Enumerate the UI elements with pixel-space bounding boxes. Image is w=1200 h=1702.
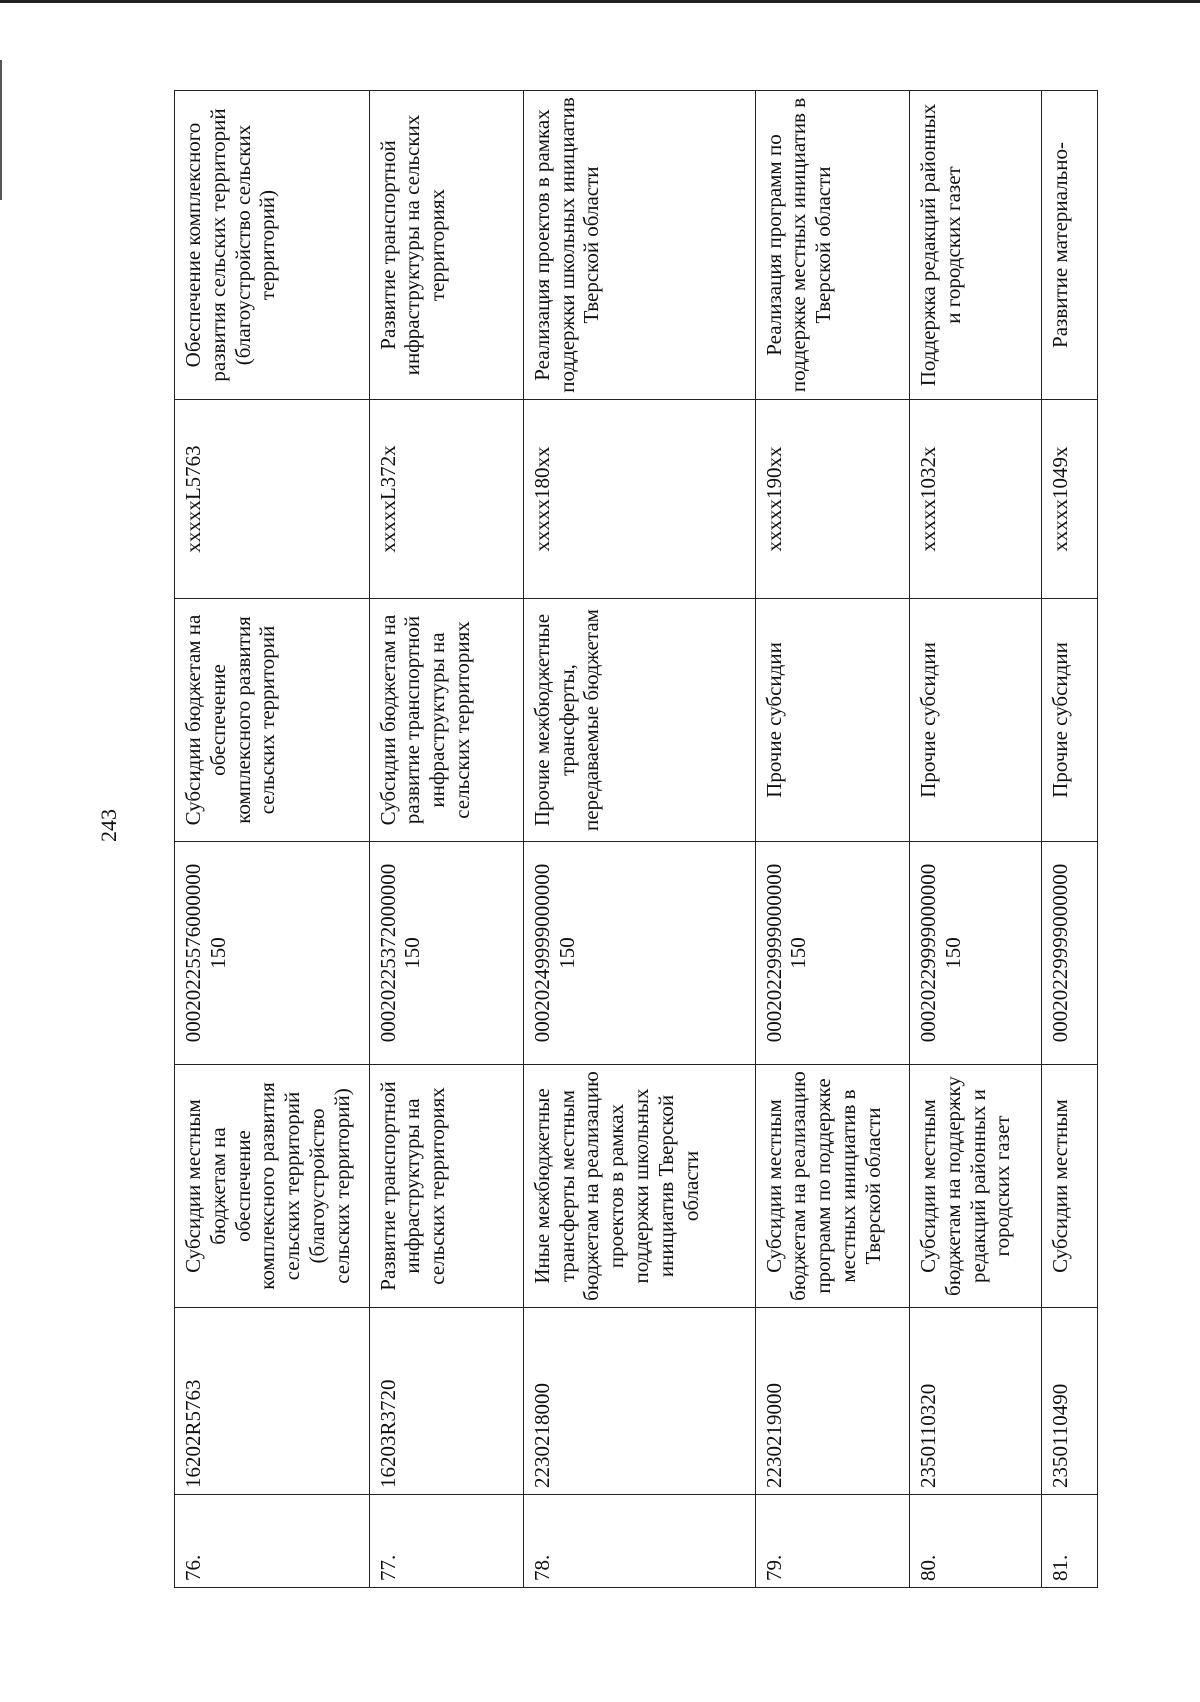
table-row: [1041, 91, 1097, 1588]
row-number-cell: 80.: [910, 1495, 1042, 1588]
code-mask-cell: xxxxxL372x: [369, 400, 523, 599]
table-row: [910, 91, 1042, 1588]
code-mask-cell: xxxxx1032x: [910, 400, 1042, 599]
page-number: 243: [96, 809, 121, 842]
budget-code-cell: 00020229999000000: [1041, 842, 1097, 1065]
code-mask-cell: xxxxx1049x: [1041, 400, 1097, 599]
purpose-cell: Развитие материально-: [1041, 91, 1097, 400]
subsidy-type-cell: Субсидии бюджетам на обеспечение комплексного развития сельских территорий: [175, 599, 370, 842]
purpose-cell: Развитие транспортной инфраструктуры на сельских территориях: [369, 91, 523, 400]
subsidies-table: [174, 90, 1098, 1588]
budget-code-cell: 00020229999000000 150: [910, 842, 1042, 1065]
budget-code-cell: 00020225372000000 150: [369, 842, 523, 1065]
table-row: [523, 91, 755, 1588]
target-code-cell: 2350110320: [910, 1308, 1042, 1495]
target-code-cell: 2230218000: [523, 1308, 755, 1495]
target-code-cell: 2350110490: [1041, 1308, 1097, 1495]
target-code-cell: 2230219000: [755, 1308, 909, 1495]
subsidy-type-cell: Субсидии бюджетам на развитие транспортной инфраструктуры на сельских территориях: [369, 599, 523, 842]
subsidy-name-cell: Субсидии местным бюджетам на поддержку редакций районных и городских газет: [910, 1065, 1042, 1308]
purpose-cell: Реализация программ по поддержке местных инициатив в Тверской области: [755, 91, 909, 400]
budget-code-cell: 00020229999000000 150: [755, 842, 909, 1065]
purpose-cell: Поддержка редакций районных и городских газет: [910, 91, 1042, 400]
subsidy-name-cell: Иные межбюджетные трансферты местным бюджетам на реализацию проектов в рамках поддержки школьных инициатив Тверской области: [523, 1065, 755, 1308]
table-row: [755, 91, 909, 1588]
code-mask-cell: xxxxx180xx: [523, 400, 755, 599]
subsidy-name-cell: Субсидии местным: [1041, 1065, 1097, 1308]
subsidy-type-cell: Прочие межбюджетные трансферты, передаваемые бюджетам: [523, 599, 755, 842]
row-number-cell: 79.: [755, 1495, 909, 1588]
row-number-cell: 76.: [175, 1495, 370, 1588]
table-row: [175, 91, 370, 1588]
rotated-table-container: [174, 90, 1098, 1588]
budget-code-cell: 00020249999000000 150: [523, 842, 755, 1065]
code-mask-cell: xxxxxL5763: [175, 400, 370, 599]
subsidy-type-cell: Прочие субсидии: [755, 599, 909, 842]
row-number-cell: 78.: [523, 1495, 755, 1588]
subsidy-name-cell: Субсидии местным бюджетам на реализацию программ по поддержке местных инициатив в Тверской области: [755, 1065, 909, 1308]
budget-code-cell: 00020225576000000 150: [175, 842, 370, 1065]
subsidy-type-cell: Прочие субсидии: [1041, 599, 1097, 842]
purpose-cell: Обеспечение комплексного развития сельских территорий (благоустройство сельских территорий): [175, 91, 370, 400]
code-mask-cell: xxxxx190xx: [755, 400, 909, 599]
row-number-cell: 81.: [1041, 1495, 1097, 1588]
table-row: [369, 91, 523, 1588]
scan-edge-mark: [0, 60, 2, 200]
subsidy-name-cell: Субсидии местным бюджетам на обеспечение комплексного развития сельских территорий (благоустройство сельских территорий): [175, 1065, 370, 1308]
top-border-line: [0, 0, 1200, 3]
purpose-cell: Реализация проектов в рамках поддержки школьных инициатив Тверской области: [523, 91, 755, 400]
row-number-cell: 77.: [369, 1495, 523, 1588]
subsidy-type-cell: Прочие субсидии: [910, 599, 1042, 842]
target-code-cell: 16203R3720: [369, 1308, 523, 1495]
target-code-cell: 16202R5763: [175, 1308, 370, 1495]
subsidy-name-cell: Развитие транспортной инфраструктуры на сельских территориях: [369, 1065, 523, 1308]
